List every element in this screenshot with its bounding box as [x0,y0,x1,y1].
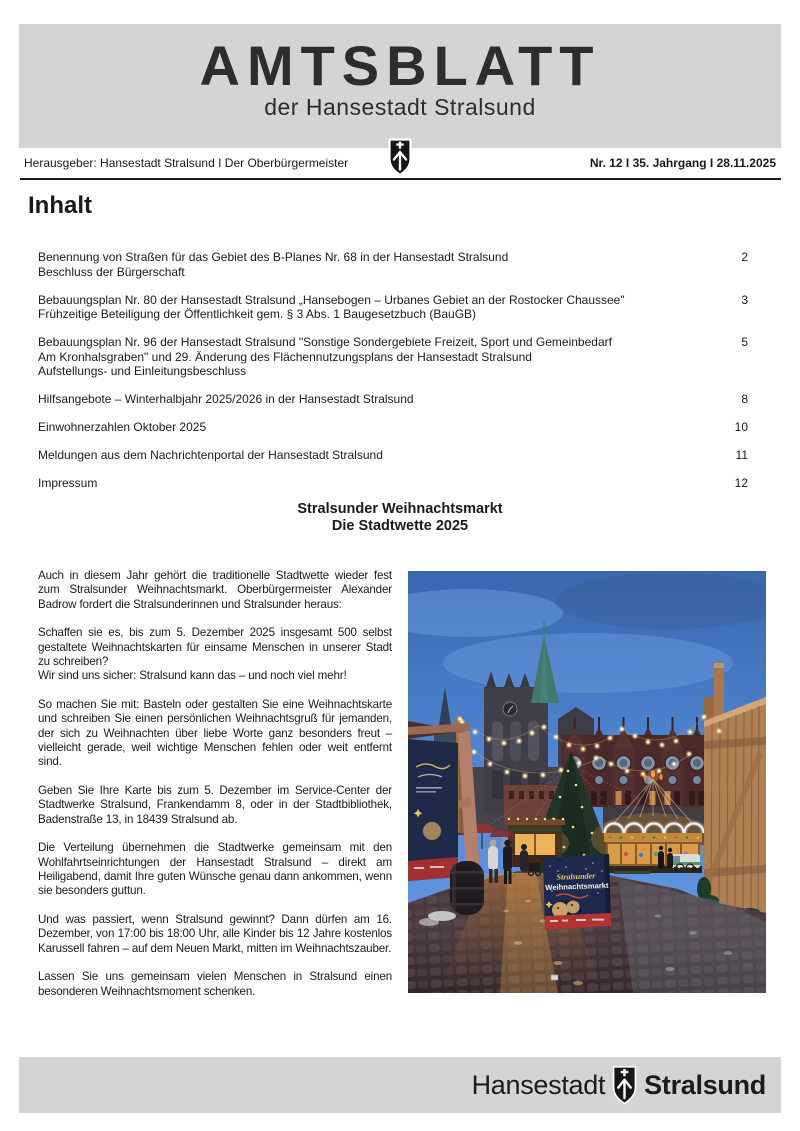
toc-entry [38,448,748,463]
toc-entry-line: Meldungen aus dem Nachrichtenportal der Hansestadt Stralsund [38,448,383,462]
masthead-band [19,24,781,148]
toc-page-number: 11 [735,448,748,462]
footer-logo-text-left: Hansestadt [471,1069,606,1100]
banner-text-line1: Stralsunder [556,871,596,882]
toc-entry-line: Bebauungsplan Nr. 80 der Hansestadt Stralsund „Hansebogen – Urbanes Gebiet an der Rostocker Chaussee" [38,292,625,307]
paragraph: Die Verteilung übernehmen die Stadtwerke gemeinsam mit den Wohlfahrtseinrichtungen der Hansestadt Stralsund – direkt am Heiligabend, damit Ihre guten Wünsche genau dann ankommen, wenn sie besonders guttun. [38,841,392,898]
page-title: AMTSBLATT [199,34,601,97]
paragraph: Und was passiert, wenn Stralsund gewinnt? Dann dürfen am 16. Dezember, von 17:00 bis 18:00 Uhr, alle Kinder bis 12 Jahre kostenlos Karussell fahren – auf dem Neuen Markt, mitten im Weihnachtszauber. [38,913,392,955]
toc-entry [38,293,748,322]
publisher-row [24,156,776,170]
weihnachtsmarkt-banner [543,854,611,930]
toc-page-number: 12 [734,476,748,490]
header-divider [20,178,781,180]
paragraph: Lassen Sie uns gemeinsam vielen Menschen in Stralsund einen besonderen Weihnachtsmoment schenken. [38,970,392,998]
paragraph: Wir sind uns sicher: Stralsund kann das – und noch viel mehr! [38,669,347,683]
article-title-line2: Die Stadtwette 2025 [331,517,469,534]
toc-entry [38,420,748,435]
toc-heading: Inhalt [28,192,92,219]
christmas-market-photo [408,571,766,993]
article-body [38,569,392,1013]
toc-entry-line: Benennung von Straßen für das Gebiet des B-Planes Nr. 68 in der Hansestadt Stralsund [38,250,509,264]
toc-entry-line: Beschluss der Bürgerschaft [38,264,185,279]
toc-entry [38,250,748,279]
paragraph: Geben Sie Ihre Karte bis zum 5. Dezember im Service-Center der Stadtwerke Stralsund, Frankendamm 8, oder in der Stadtbibliothek, Badenstraße 13, in 18439 Stralsund ab. [38,784,392,826]
publisher-line: Herausgeber: Hansestadt Stralsund I Der Oberbürgermeister [24,156,349,170]
toc [38,250,748,504]
toc-page-number: 8 [741,392,748,406]
toc-entry-line: Am Kronhalsgraben" und 29. Änderung des Flächennutzungsplans der Hansestadt Stralsund [38,349,532,364]
toc-entry-line: Hilfsangebote – Winterhalbjahr 2025/2026 in der Hansestadt Stralsund [38,392,414,406]
toc-entry-line: Einwohnerzahlen Oktober 2025 [38,420,207,434]
article-title [0,501,800,534]
toc-page-number: 3 [741,292,748,307]
paragraph: Schaffen sie es, bis zum 5. Dezember 2025 insgesamt 500 selbst gestaltete Weihnachtskarten für einsame Menschen in unserer Stadt zu schreiben? [38,626,392,669]
issue-line: Nr. 12 I 35. Jahrgang I 28.11.2025 [589,156,776,170]
article-title-line1: Stralsunder Weihnachtsmarkt [297,501,503,517]
footer-logo-text-right: Stralsund [644,1069,766,1100]
banner-text-line2: Weihnachtsmarkt [545,880,609,893]
paragraph: So machen Sie mit: Basteln oder gestalten Sie eine Weihnachtskarte und schreiben Sie einen persönlichen Weihnachtsgruß für jemanden, der sich zu Weihnachten über liebe Worte ganz besonders freut – vielleicht gerade, weil wichtige Menschen fehlen oder weit entfernt sind. [38,698,392,769]
toc-page-number: 5 [741,335,748,349]
toc-entry [38,476,748,491]
toc-page-number: 10 [734,420,748,434]
toc-entry [38,335,748,379]
toc-entry [38,392,748,407]
footer-band [19,1057,781,1113]
toc-entry-line: Impressum [38,476,98,490]
page-subtitle: der Hansestadt Stralsund [264,94,536,120]
toc-entry-line: Frühzeitige Beteiligung der Öffentlichkeit gem. § 3 Abs. 1 Baugesetzbuch (BauGB) [38,307,477,321]
toc-entry-line: Aufstellungs- und Einleitungsbeschluss [38,364,247,378]
toc-entry-line: Bebauungsplan Nr. 96 der Hansestadt Stralsund "Sonstige Sondergebiete Freizeit, Sport und Gemeinbedarf [38,335,612,349]
toc-page-number: 2 [741,250,748,264]
stralsund-crest-icon [612,1065,637,1105]
hansestadt-stralsund-logo [472,1057,766,1113]
paragraph: Auch in diesem Jahr gehört die traditionelle Stadtwette wieder fest zum Stralsunder Weihnachtsmarkt. Oberbürgermeister Alexander Badrow fordert die Stralsunderinnen und Stralsunder heraus: [38,569,392,611]
